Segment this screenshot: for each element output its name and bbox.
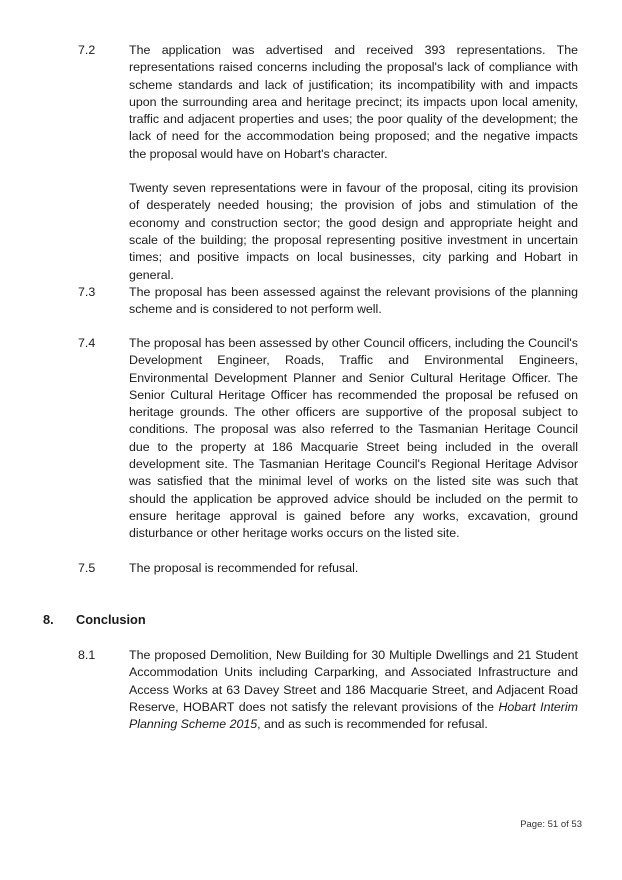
paragraph: The proposal has been assessed against the relevant provisions of the planning scheme and is considered to not perform well. (129, 285, 578, 317)
page-number: Page: 51 of 53 (520, 819, 582, 830)
paragraph: The proposal is recommended for refusal. (129, 561, 359, 575)
paragraph-text-end: , and as such is recommended for refusal. (257, 717, 488, 732)
section-body (129, 560, 578, 577)
paragraph: The proposal has been assessed by other Council officers, including the Council's Development Engineer, Roads, Traffic and Environmental Engineers, Environmental Development Planner and Senior Cultural Heritage Officer. The Senior Cultural Heritage Officer has recommended the proposal be refused on heritage grounds. The other officers are supportive of the proposal subject to conditions. The proposal was also referred to the Tasmanian Heritage Council due to the property at 186 Macquarie Street being included in the overall development site. The Tasmanian Heritage Council's Regional Heritage Advisor was satisfied that the minimal level of works on the listed site was such that should the application be approved advice should be included on the permit to ensure heritage approval is gained before any works, excavation, ground disturbance or other heritage works occurs on the listed site. (129, 336, 578, 541)
section-body (129, 284, 578, 319)
section-body (129, 335, 578, 543)
section-body (129, 647, 578, 733)
section-number: 7.4 (78, 336, 96, 350)
paragraph (129, 647, 578, 733)
paragraph: The application was advertised and received 393 representations. The representations raised concerns including the proposal's lack of compliance with scheme standards and lack of justification; its incompatibility with and impacts upon the surrounding area and heritage precinct; its impacts upon local amenity, traffic and adjacent properties and uses; the poor quality of the development; the lack of need for the accommodation being proposed; and the negative impacts the proposal would have on Hobart's character. (129, 43, 578, 161)
paragraph-text: The proposed Demolition, New Building for 30 Multiple Dwellings and 21 Student Accommodation Units including Carparking, and Associated Infrastructure and Access Works at 63 Davey Street and 186 Macquarie Street, and Adjacent Road Reserve, HOBART does not satisfy the relevant provisions of the (129, 648, 578, 714)
section-number: 7.2 (78, 43, 96, 57)
section-body (129, 42, 578, 284)
scheme-title: Hobart Interim Planning Scheme 2015 (129, 699, 578, 732)
heading-title: Conclusion (76, 612, 146, 627)
section-number: 8.1 (78, 648, 96, 662)
paragraph: Twenty seven representations were in favour of the proposal, citing its provision of desperately needed housing; the provision of jobs and stimulation of the economy and construction sector; the good design and appropriate height and scale of the building; the proposal representing positive investment in uncertain times; and positive impacts on local businesses, city parking and Hobart in general. (129, 181, 578, 282)
section-number: 7.3 (78, 285, 96, 299)
section-number: 7.5 (78, 561, 96, 575)
heading-number: 8. (43, 612, 54, 627)
